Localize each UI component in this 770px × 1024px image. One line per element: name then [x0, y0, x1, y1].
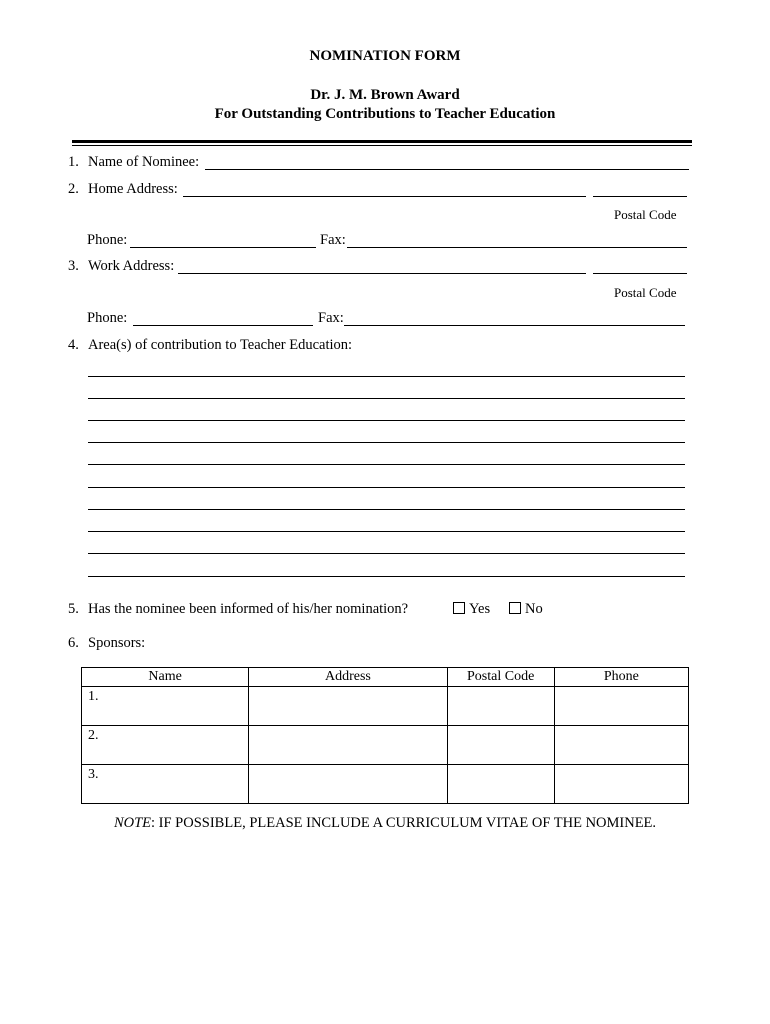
sponsor-2-phone-cell[interactable] [554, 726, 688, 765]
q3-label: Work Address: [88, 258, 175, 274]
sponsors-table [81, 667, 689, 804]
q6-number: 6. [68, 635, 79, 651]
header-name: Name [82, 668, 249, 687]
award-subtitle: For Outstanding Contributions to Teacher Education [214, 106, 556, 122]
home-fax-label: Fax: [320, 232, 346, 248]
yes-checkbox[interactable] [453, 602, 465, 614]
q2-label: Home Address: [88, 181, 178, 197]
contribution-line-5[interactable] [88, 464, 685, 465]
header-divider-thin [72, 145, 692, 146]
work-phone-label: Phone: [87, 310, 128, 326]
contribution-line-7[interactable] [88, 509, 685, 510]
contribution-line-8[interactable] [88, 531, 685, 532]
q1-label: Name of Nominee: [88, 154, 200, 170]
sponsor-3-phone-cell[interactable] [554, 765, 688, 804]
header-phone: Phone [554, 668, 688, 687]
q3-number: 3. [68, 258, 79, 274]
yes-option[interactable] [453, 601, 490, 618]
q6-label: Sponsors: [88, 635, 146, 651]
q4-label: Area(s) of contribution to Teacher Education: [88, 337, 353, 353]
contribution-line-10[interactable] [88, 576, 685, 577]
contribution-line-2[interactable] [88, 398, 685, 399]
no-option[interactable] [509, 601, 543, 618]
note-prefix: NOTE [113, 815, 152, 831]
work-fax-label: Fax: [318, 310, 344, 326]
form-title: NOMINATION FORM [309, 48, 461, 64]
contribution-line-4[interactable] [88, 442, 685, 443]
contribution-line-3[interactable] [88, 420, 685, 421]
sponsor-3-postal-cell[interactable] [447, 765, 554, 804]
contribution-label [68, 337, 352, 354]
q2-number: 2. [68, 181, 79, 197]
q5-label: Has the nominee been informed of his/her nomination? [88, 601, 409, 617]
home-postal-code-field[interactable] [593, 196, 687, 197]
sponsor-1-postal-cell[interactable] [447, 687, 554, 726]
cv-note [0, 815, 770, 832]
work-address-field[interactable] [178, 273, 586, 274]
work-phone-field[interactable] [133, 325, 313, 326]
header-address: Address [249, 668, 447, 687]
table-row [82, 687, 689, 726]
yes-label: Yes [469, 601, 491, 617]
sponsor-2-postal-cell[interactable] [447, 726, 554, 765]
q5-number: 5. [68, 601, 79, 617]
table-row [82, 726, 689, 765]
sponsor-1-name-cell[interactable]: 1. [82, 687, 249, 726]
work-address-label [68, 258, 174, 275]
home-fax-field[interactable] [347, 247, 687, 248]
nominee-name-field[interactable] [205, 169, 689, 170]
work-postal-code-field[interactable] [593, 273, 687, 274]
informed-question [68, 601, 408, 618]
award-name: Dr. J. M. Brown Award [310, 87, 460, 103]
sponsor-2-address-cell[interactable] [249, 726, 447, 765]
no-label: No [525, 601, 543, 617]
work-fax-field[interactable] [344, 325, 685, 326]
sponsor-2-name-cell[interactable]: 2. [82, 726, 249, 765]
home-address-field[interactable] [183, 196, 586, 197]
home-phone-label: Phone: [87, 232, 128, 248]
sponsor-1-phone-cell[interactable] [554, 687, 688, 726]
contribution-line-1[interactable] [88, 376, 685, 377]
table-row [82, 765, 689, 804]
sponsors-label [68, 635, 145, 652]
header-postal-code: Postal Code [447, 668, 554, 687]
q4-number: 4. [68, 337, 79, 353]
home-address-label [68, 181, 178, 198]
contribution-line-6[interactable] [88, 487, 685, 488]
header-divider-thick [72, 140, 692, 143]
note-text: : IF POSSIBLE, PLEASE INCLUDE A CURRICULUM VITAE OF THE NOMINEE. [151, 815, 657, 831]
nominee-name-label [68, 154, 199, 171]
sponsor-3-name-cell[interactable]: 3. [82, 765, 249, 804]
q1-number: 1. [68, 154, 79, 170]
no-checkbox[interactable] [509, 602, 521, 614]
sponsors-header-row [82, 668, 689, 687]
contribution-line-9[interactable] [88, 553, 685, 554]
home-postal-code-caption: Postal Code [614, 207, 677, 222]
sponsor-3-address-cell[interactable] [249, 765, 447, 804]
sponsor-1-address-cell[interactable] [249, 687, 447, 726]
work-postal-code-caption: Postal Code [614, 285, 677, 300]
home-phone-field[interactable] [130, 247, 316, 248]
